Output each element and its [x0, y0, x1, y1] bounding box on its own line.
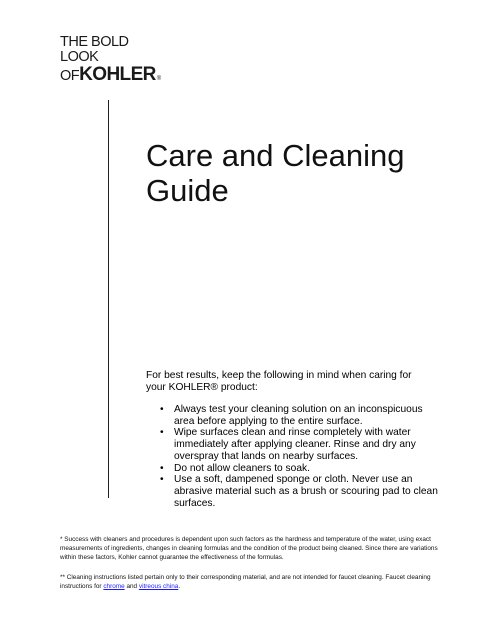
- logo-line-1: THE BOLD LOOK: [60, 34, 129, 65]
- tips-list: [160, 404, 445, 509]
- logo-brand: KOHLER: [79, 64, 156, 85]
- vitreous-china-link[interactable]: vitreous china: [138, 583, 179, 590]
- list-item: [160, 474, 445, 509]
- logo-of: OF: [60, 68, 80, 84]
- title-line-2: Guide: [146, 173, 229, 208]
- footnote-2-and: and: [126, 583, 138, 590]
- list-item: [160, 463, 445, 475]
- bullet-icon: •: [160, 427, 164, 439]
- list-item-text: Wipe surfaces clean and rinse completely with water immediately after applying cleaner. Rinse and dry any overspray that lands on nearby surfaces.: [174, 427, 416, 462]
- list-item-text: Do not allow cleaners to soak.: [174, 462, 310, 474]
- logo-line-2: [60, 65, 170, 84]
- logo-registered-mark: ®: [156, 76, 161, 82]
- footnote-2: [60, 573, 445, 591]
- list-item-text: Use a soft, dampened sponge or cloth. Never use an abrasive material such as a brush or scouring pad to clean surfaces.: [174, 474, 438, 509]
- bullet-icon: •: [160, 474, 164, 486]
- page-title: [146, 138, 446, 208]
- list-item-text: Always test your cleaning solution on an inconspicuous area before applying to the entire surface.: [174, 404, 423, 427]
- footnote-2-text: ** Cleaning instructions listed pertain only to their corresponding material, and are not intended for faucet cleaning. Faucet cleaning instructions for: [60, 574, 431, 590]
- kohler-logo: [60, 35, 170, 84]
- footnote-1: * Success with cleaners and procedures is dependent upon such factors as the hardness and temperature of the water, using exact measurements of ingredients, changes in cleaning formulas and the condition of the product being cleaned. Since there are variations within these factors, Kohler cannot guarantee the effectiveness of the formulas.: [60, 536, 438, 561]
- list-item: [160, 427, 445, 462]
- bullet-icon: •: [160, 404, 164, 415]
- chrome-link[interactable]: chrome: [103, 583, 125, 590]
- footnote-2-end: .: [178, 583, 181, 590]
- intro-text: For best results, keep the following in mind when caring for your KOHLER® product:: [146, 370, 412, 393]
- list-item: [160, 404, 445, 427]
- bullet-icon: •: [160, 462, 164, 474]
- vertical-rule: [108, 100, 109, 498]
- title-line-1: Care and Cleaning: [146, 138, 405, 173]
